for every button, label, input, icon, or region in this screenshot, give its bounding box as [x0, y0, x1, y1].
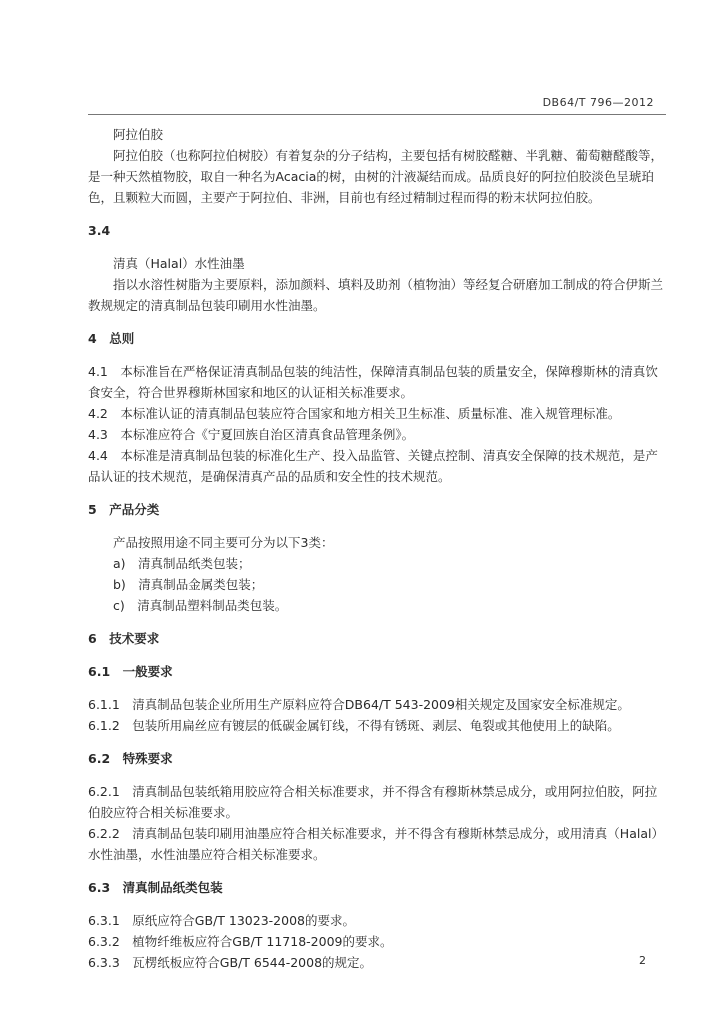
spacer	[88, 316, 666, 328]
spacer	[88, 520, 666, 532]
header-rule	[88, 114, 666, 115]
clause-item: 4.3 本标准应符合《宁夏回族自治区清真食品管理条例》。	[88, 427, 415, 442]
spacer	[88, 649, 666, 661]
list-item: a) 清真制品纸类包装；	[113, 556, 251, 571]
paragraph: 产品按照用途不同主要可分为以下3类：	[113, 535, 334, 550]
clause-item: 4.1 本标准旨在严格保证清真制品包装的纯洁性，保障清真制品包装的质量安全，保障穆斯林的清真饮食安全，符合世界穆斯林国家和地区的认证相关标准要求。	[88, 364, 658, 400]
spacer	[88, 349, 666, 361]
list-item: b) 清真制品金属类包装；	[113, 577, 264, 592]
section-heading: 6 技术要求	[88, 631, 160, 646]
section-heading: 3.4	[88, 223, 111, 238]
document-body	[88, 124, 666, 973]
spacer	[88, 682, 666, 694]
spacer	[88, 208, 666, 220]
clause-item: 4.2 本标准认证的清真制品包装应符合国家和地方相关卫生标准、质量标准、准入规管理标准。	[88, 406, 621, 421]
spacer	[88, 769, 666, 781]
standard-code: DB64/T 796—2012	[542, 96, 654, 109]
section-heading: 6.2 特殊要求	[88, 751, 173, 766]
spacer	[88, 736, 666, 748]
clause-item: 6.2.2 清真制品包装印刷用油墨应符合相关标准要求，并不得含有穆斯林禁忌成分，或用清真（Halal）水性油墨，水性油墨应符合相关标准要求。	[88, 826, 664, 862]
paragraph: 阿拉伯胶（也称阿拉伯树胶）有着复杂的分子结构，主要包括有树胶醛糖、半乳糖、葡萄糖醛酸等，是一种天然植物胶，取自一种名为Acacia的树，由树的汁液凝结而成。品质良好的阿拉伯胶淡色呈琥珀色，且颗粒大而圆，主要产于阿拉伯、非洲，目前也有经过精制过程而得的粉末状阿拉伯胶。	[88, 148, 664, 205]
clause-item: 6.1.1 清真制品包装企业所用生产原料应符合DB64/T 543-2009相关规定及国家安全标准规定。	[88, 697, 630, 712]
clause-item: 4.4 本标准是清真制品包装的标准化生产、投入品监管、关键点控制、清真安全保障的技术规范，是产品认证的技术规范，是确保清真产品的品质和安全性的技术规范。	[88, 448, 658, 484]
term-title: 清真（Halal）水性油墨	[113, 256, 245, 271]
spacer	[88, 487, 666, 499]
paragraph: 指以水溶性树脂为主要原料，添加颜料、填料及助剂（植物油）等经复合研磨加工制成的符合伊斯兰教规规定的清真制品包装印刷用水性油墨。	[88, 277, 664, 313]
section-heading: 4 总则	[88, 331, 135, 346]
clause-item: 6.1.2 包装所用扁丝应有镀层的低碳金属钉线，不得有锈斑、剥层、龟裂或其他使用上的缺陷。	[88, 718, 620, 733]
spacer	[88, 865, 666, 877]
clause-item: 6.3.1 原纸应符合GB/T 13023-2008的要求。	[88, 913, 355, 928]
clause-item: 6.3.3 瓦楞纸板应符合GB/T 6544-2008的规定。	[88, 955, 373, 970]
spacer	[88, 241, 666, 253]
clause-item: 6.3.2 植物纤维板应符合GB/T 11718-2009的要求。	[88, 934, 393, 949]
section-heading: 6.1 一般要求	[88, 664, 173, 679]
section-heading: 5 产品分类	[88, 502, 160, 517]
spacer	[88, 898, 666, 910]
section-heading: 6.3 清真制品纸类包装	[88, 880, 223, 895]
list-item: c) 清真制品塑料制品类包装。	[113, 598, 288, 613]
page-number: 2	[639, 954, 646, 967]
spacer	[88, 616, 666, 628]
term-title: 阿拉伯胶	[113, 127, 164, 142]
clause-item: 6.2.1 清真制品包装纸箱用胶应符合相关标准要求，并不得含有穆斯林禁忌成分，或用阿拉伯胶，阿拉伯胶应符合相关标准要求。	[88, 784, 658, 820]
